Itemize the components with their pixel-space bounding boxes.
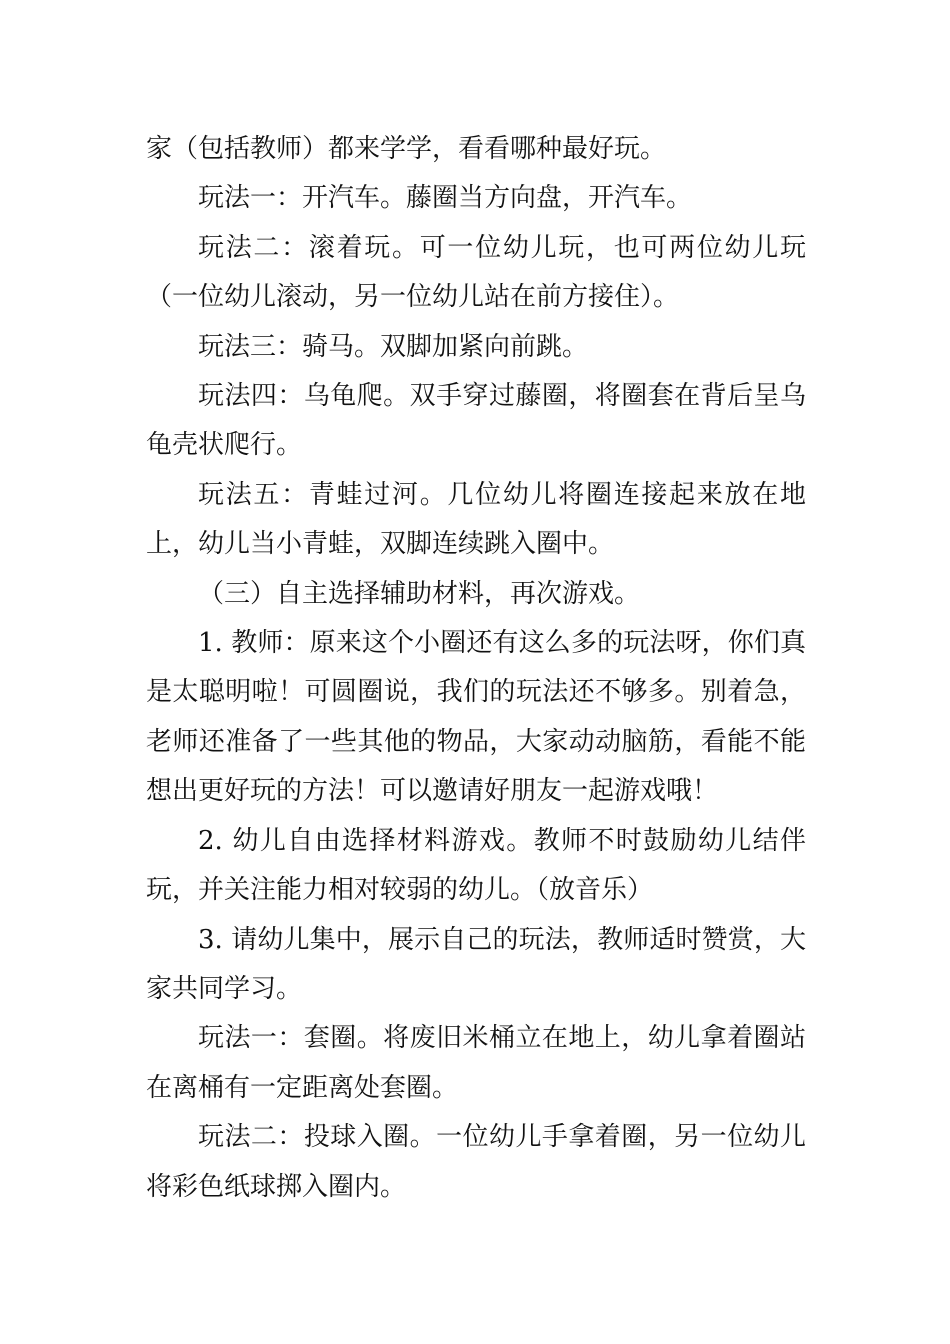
paragraph-method-3-horse-riding: 玩法三：骑马。双脚加紧向前跳。 <box>198 331 589 362</box>
paragraph-method-2-rolling: 玩法二：滚着玩。可一位幼儿玩，也可两位幼儿玩（一位幼儿滚动，另一位幼儿站在前方接住）。 <box>146 232 806 313</box>
section-heading-three: （三）自主选择辅助材料，再次游戏。 <box>198 578 641 609</box>
paragraph-method-5-frog-river: 玩法五：青蛙过河。几位幼儿将圈连接起来放在地上，幼儿当小青蛙，双脚连续跳入圈中。 <box>146 479 806 560</box>
paragraph-method-1-drive-car: 玩法一：开汽车。藤圈当方向盘，开汽车。 <box>198 183 693 214</box>
paragraph-game-2-ball-throw: 玩法二：投球入圈。一位幼儿手拿着圈，另一位幼儿将彩色纸球掷入圈内。 <box>146 1122 806 1202</box>
paragraph-step-1: 1. 教师：原来这个小圈还有这么多的玩法呀，你们真是太聪明啦！可圆圈说，我们的玩法还不够多。别着急，老师还准备了一些其他的物品，大家动动脑筋，看能不能想出更好玩的方法！可以邀请好朋友一起游戏哦！ <box>146 628 806 807</box>
paragraph-step-2: 2. 幼儿自由选择材料游戏。教师不时鼓励幼儿结伴玩，并关注能力相对较弱的幼儿。（放音乐） <box>146 825 806 906</box>
paragraph-step-3: 3. 请幼儿集中，展示自己的玩法，教师适时赞赏，大家共同学习。 <box>146 924 806 1004</box>
document-body <box>146 125 806 1212</box>
paragraph-game-1-ring-toss: 玩法一：套圈。将废旧米桶立在地上，幼儿拿着圈站在离桶有一定距离处套圈。 <box>146 1023 806 1103</box>
paragraph-method-4-turtle-crawl: 玩法四：乌龟爬。双手穿过藤圈，将圈套在背后呈乌龟壳状爬行。 <box>146 381 806 461</box>
paragraph-continuation: 家（包括教师）都来学学，看看哪种最好玩。 <box>146 134 667 164</box>
